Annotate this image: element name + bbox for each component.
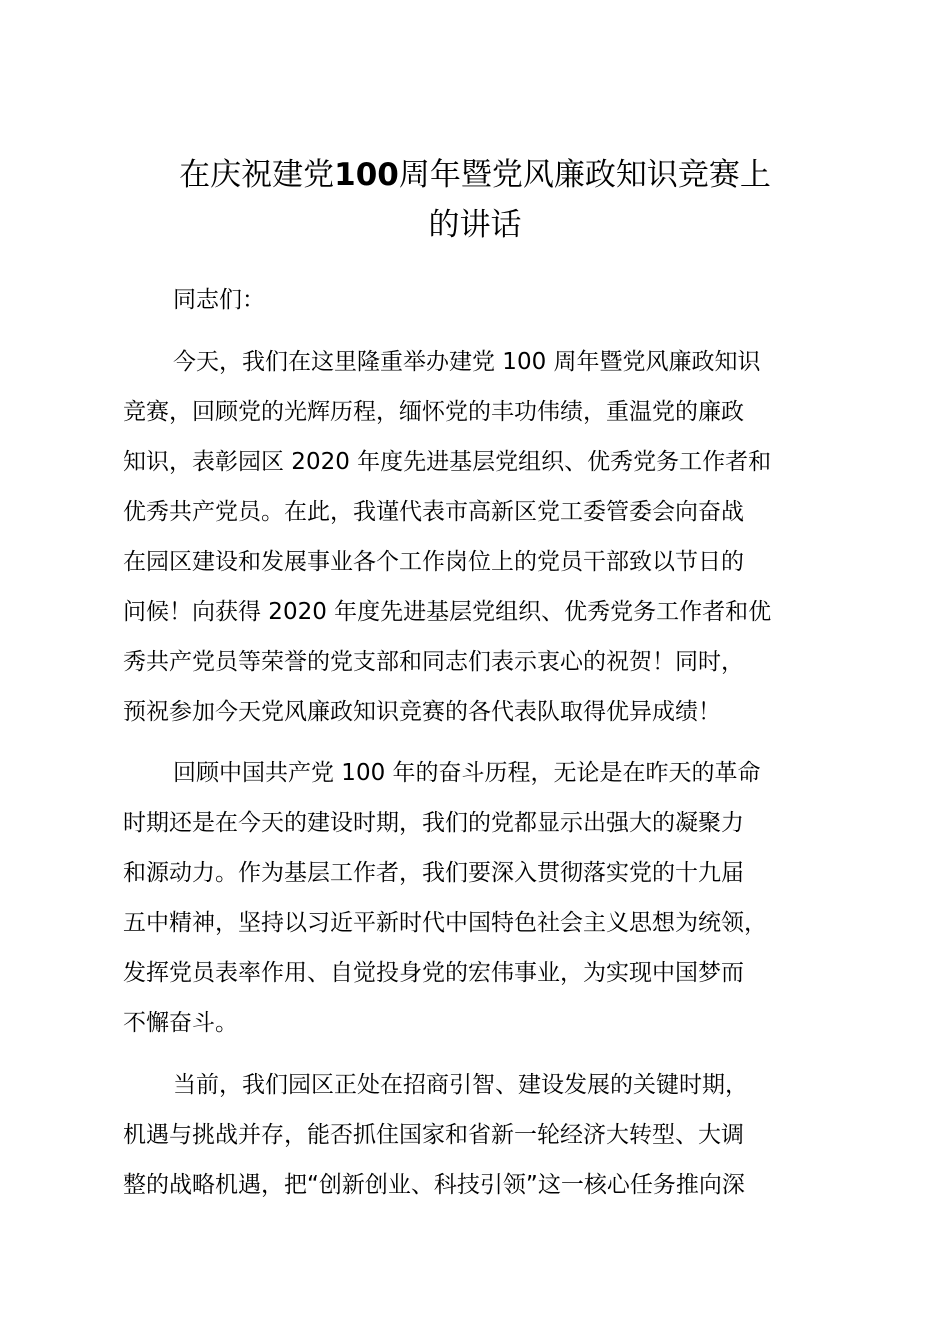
title-text-pre: 在庆祝建党 [179,157,335,193]
salutation-text: 同志们： [173,287,265,313]
paragraph-line: 当前，我们园区正处在招商引智、建设发展的关键时期， [173,1072,748,1098]
document-title [100,150,850,250]
paragraph-line: 机遇与挑战并存，能否抓住国家和省新一轮经济大转型、大调 [123,1122,744,1148]
paragraph-line: 问候！向获得 2020 年度先进基层党组织、优秀党务工作者和优 [123,599,772,625]
salutation [123,275,843,325]
paragraph-line: 秀共产党员等荣誉的党支部和同志们表示衷心的祝贺！同时， [123,649,744,675]
paragraph-line: 五中精神，坚持以习近平新时代中国特色社会主义思想为统领， [123,910,767,936]
title-number: 100 [334,157,399,193]
paragraph-line: 回顾中国共产党 100 年的奋斗历程，无论是在昨天的革命 [173,760,761,786]
paragraph-line: 竞赛，回顾党的光辉历程，缅怀党的丰功伟绩，重温党的廉政 [123,399,744,425]
paragraph-line: 整的战略机遇，把“创新创业、科技引领”这一核心任务推向深 [123,1172,745,1198]
paragraph-line: 在园区建设和发展事业各个工作岗位上的党员干部致以节日的 [123,549,744,575]
paragraph-line: 不懈奋斗。 [123,1010,238,1036]
paragraph-1 [123,337,843,737]
title-line-2: 的讲话 [428,207,522,243]
paragraph-line: 和源动力。作为基层工作者，我们要深入贯彻落实党的十九届 [123,860,744,886]
title-text-post: 周年暨党风廉政知识竞赛上 [398,157,771,193]
paragraph-line: 今天，我们在这里隆重举办建党 100 周年暨党风廉政知识 [173,349,761,375]
title-line-1 [100,150,850,200]
paragraph-line: 预祝参加今天党风廉政知识竞赛的各代表队取得优异成绩！ [123,699,721,725]
paragraph-line: 时期还是在今天的建设时期，我们的党都显示出强大的凝聚力 [123,810,744,836]
paragraph-line: 知识，表彰园区 2020 年度先进基层党组织、优秀党务工作者和 [123,449,772,475]
paragraph-2 [123,748,843,1048]
paragraph-3 [123,1060,843,1210]
paragraph-line: 优秀共产党员。在此，我谨代表市高新区党工委管委会向奋战 [123,499,744,525]
paragraph-line: 发挥党员表率作用、自觉投身党的宏伟事业，为实现中国梦而 [123,960,744,986]
